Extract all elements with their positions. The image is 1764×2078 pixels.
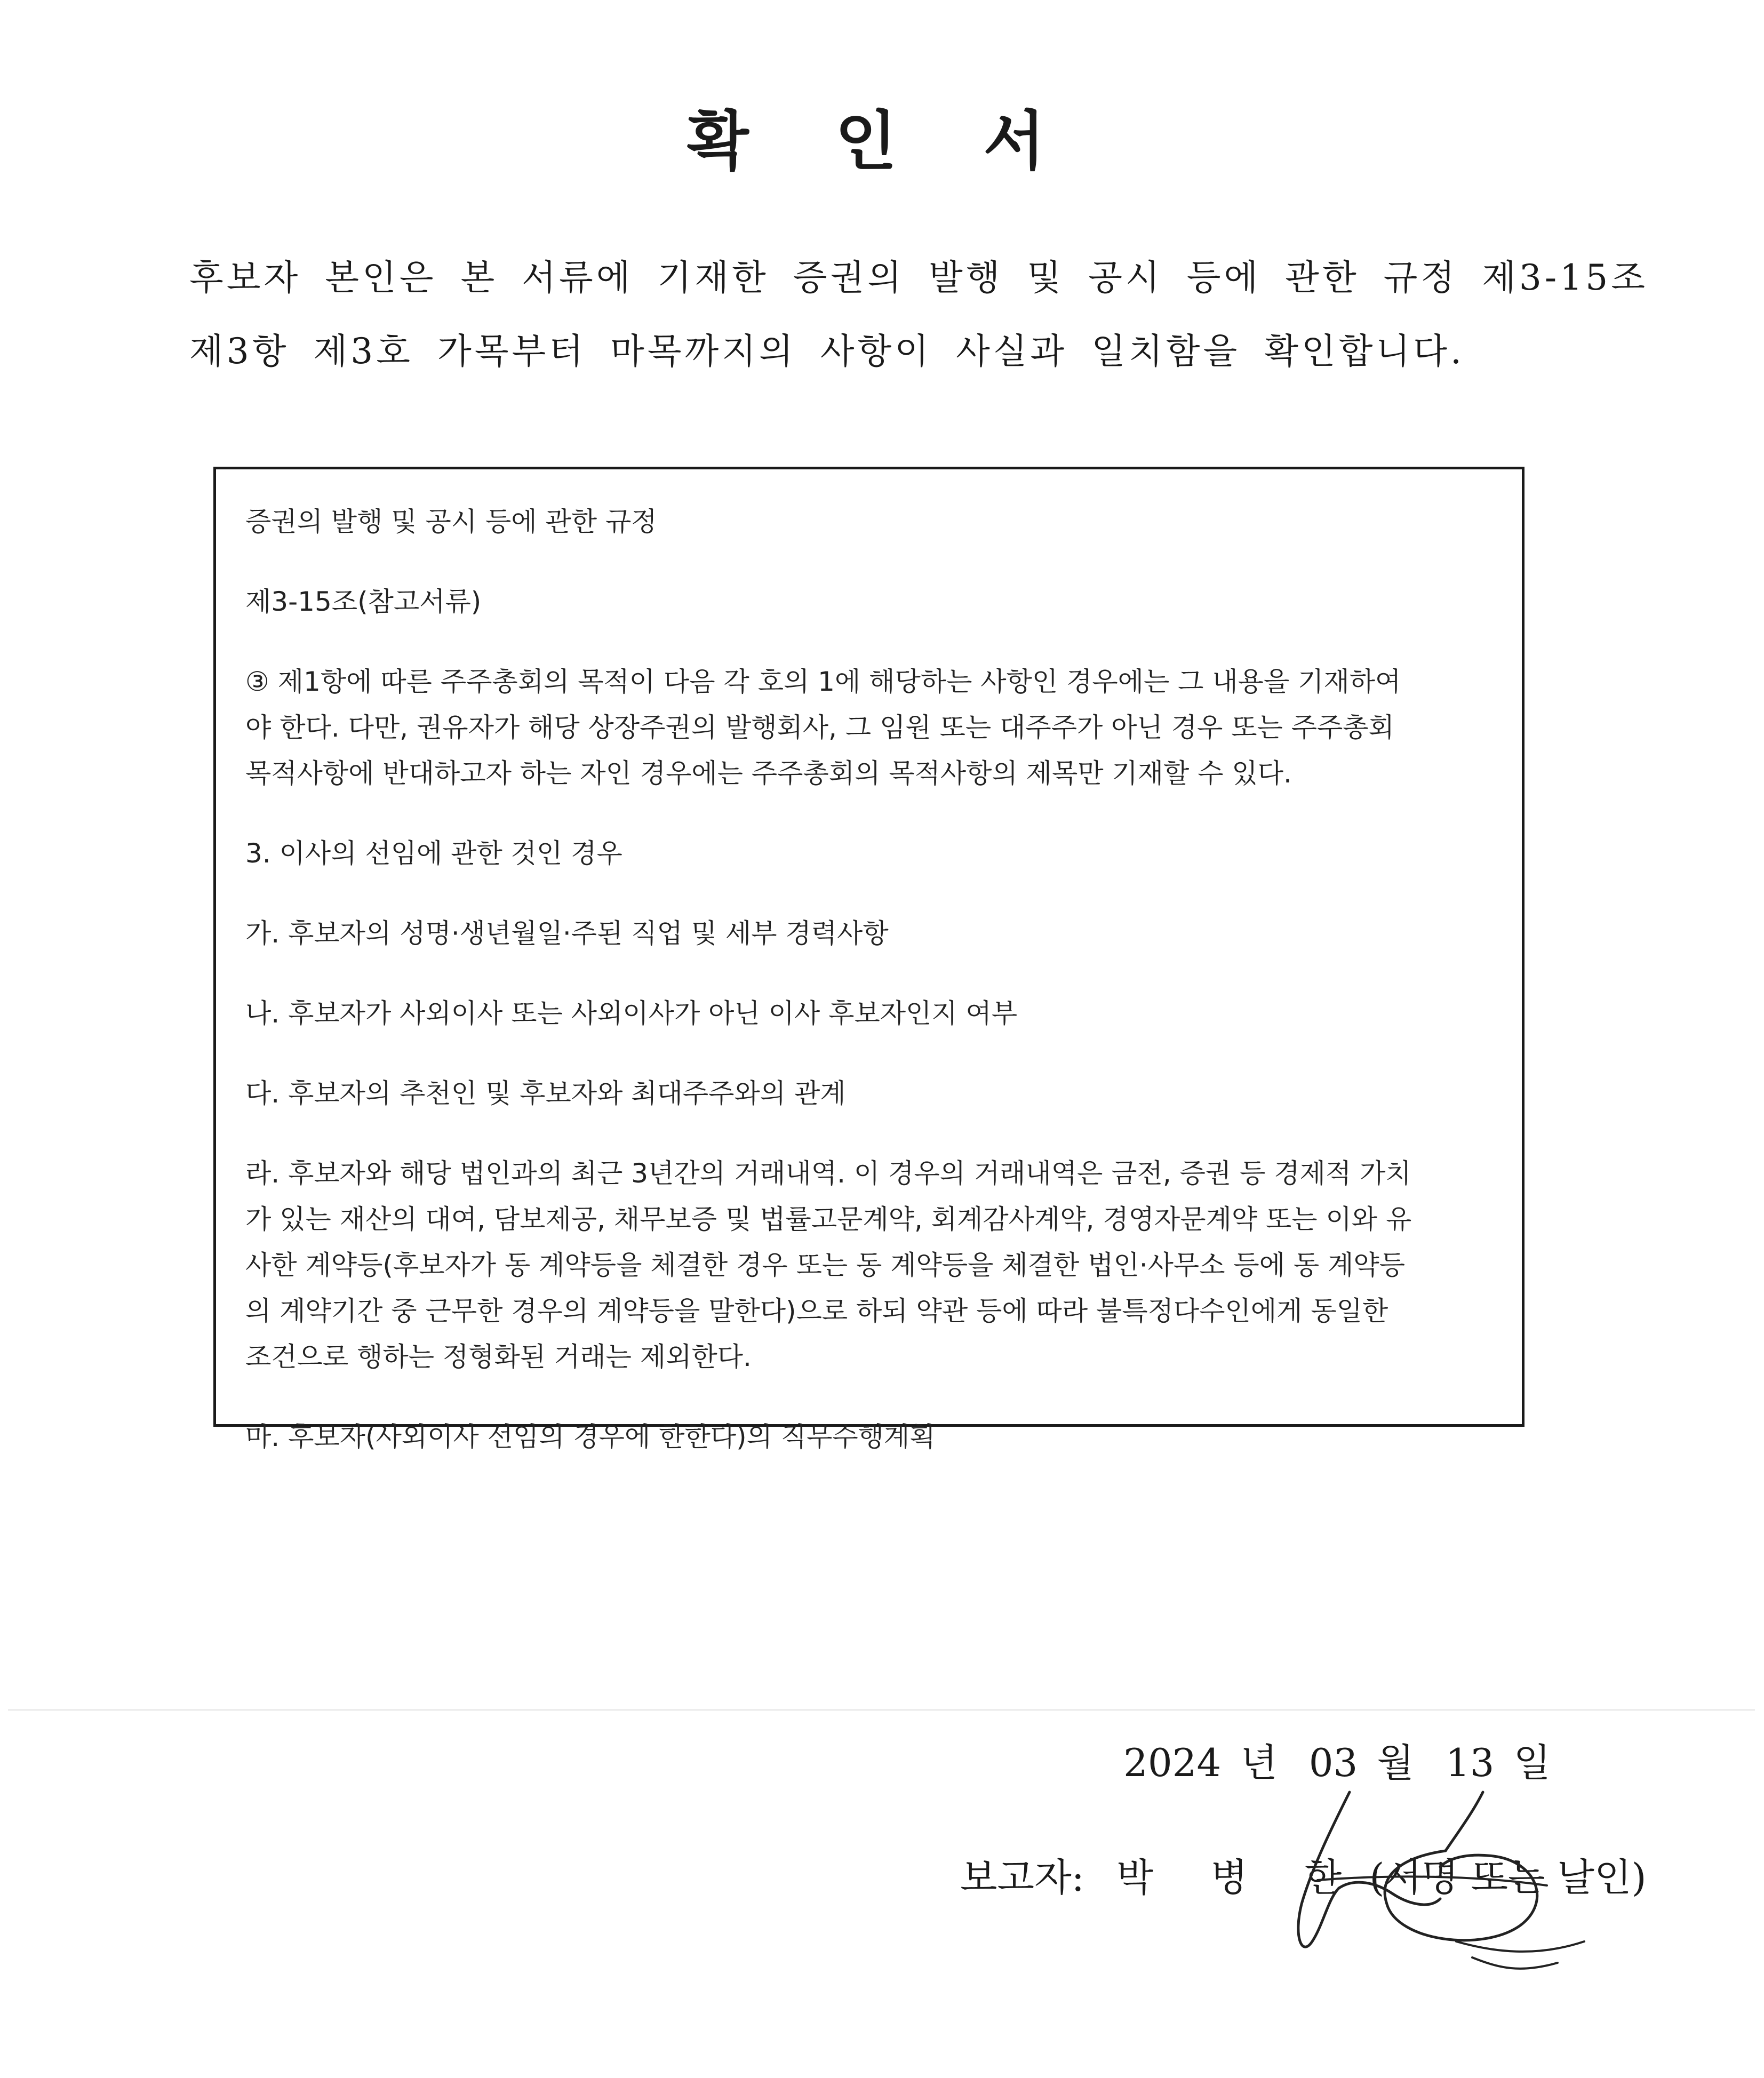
regulation-sub-ga: 가. 후보자의 성명·생년월일·주된 직업 및 세부 경력사항 (245, 918, 889, 949)
reporter-label: 보고자: (960, 1855, 1084, 1900)
regulation-box (213, 467, 1524, 1452)
handwritten-signature-icon (1270, 1781, 1600, 1984)
regulation-article: 제3-15조(참고서류) (245, 586, 482, 617)
paragraph-line-1: ③ 제1항에 따른 주주총회의 목적이 다음 각 호의 1에 해당하는 사항인 경우에는 그 내용을 기재하여 (245, 666, 1401, 697)
sub-ra-line-3: 사한 계약등(후보자가 동 계약등을 체결한 경우 또는 동 계약등을 체결한 법인·사무소 등에 동 계약등 (245, 1250, 1406, 1281)
date-year: 2024 (1123, 1740, 1222, 1785)
date-day: 13 (1445, 1740, 1495, 1785)
date-month-unit: 월 (1377, 1740, 1414, 1785)
confirmation-line-1: 후보자 본인은 본 서류에 기재한 증권의 발행 및 공시 등에 관한 규정 제3-15조 (189, 257, 1648, 298)
regulation-heading: 증권의 발행 및 공시 등에 관한 규정 (245, 506, 657, 537)
regulation-sub-na: 나. 후보자가 사외이사 또는 사외이사가 아닌 이사 후보자인지 여부 (245, 998, 1018, 1029)
date-month: 03 (1308, 1740, 1358, 1785)
reporter-name: 박 병 한 (1116, 1855, 1364, 1900)
paragraph-line-2: 야 한다. 다만, 권유자가 해당 상장주권의 발행회사, 그 임원 또는 대주주가 아닌 경우 또는 주주총회 (245, 712, 1394, 743)
sub-ra-line-5: 조건으로 행하는 정형화된 거래는 제외한다. (245, 1341, 752, 1372)
sign-note: (서명 또는 날인) (1369, 1855, 1647, 1900)
sub-ra-line-4: 의 계약기간 중 근무한 경우의 계약등을 말한다)으로 하되 약관 등에 따라 불특정다수인에게 동일한 (245, 1296, 1388, 1326)
paragraph-line-3: 목적사항에 반대하고자 하는 자인 경우에는 주주총회의 목적사항의 제목만 기재할 수 있다. (245, 758, 1292, 789)
document-title: 확 인 서 (687, 103, 1077, 179)
regulation-sub-da: 다. 후보자의 추천인 및 후보자와 최대주주와의 관계 (245, 1078, 846, 1109)
regulation-paragraph-3 (245, 659, 1492, 796)
regulation-item-3: 3. 이사의 선임에 관한 것인 경우 (245, 838, 622, 869)
regulation-sub-ma: 마. 후보자(사외이사 선임의 경우에 한한다)의 직무수행계획 (245, 1421, 936, 1452)
confirmation-statement (189, 241, 1648, 388)
sub-ra-line-1: 라. 후보자와 해당 법인과의 최근 3년간의 거래내역. 이 경우의 거래내역은 금전, 증권 등 경제적 가치 (245, 1158, 1411, 1189)
faint-divider (8, 1709, 1755, 1711)
confirmation-line-2: 제3항 제3호 가목부터 마목까지의 사항이 사실과 일치함을 확인합니다. (189, 331, 1465, 372)
sub-ra-line-2: 가 있는 재산의 대여, 담보제공, 채무보증 및 법률고문계약, 회계감사계약, 경영자문계약 또는 이와 유 (245, 1204, 1412, 1235)
date-day-unit: 일 (1513, 1740, 1551, 1785)
regulation-sub-ra (245, 1150, 1492, 1380)
date-year-unit: 년 (1240, 1740, 1278, 1785)
